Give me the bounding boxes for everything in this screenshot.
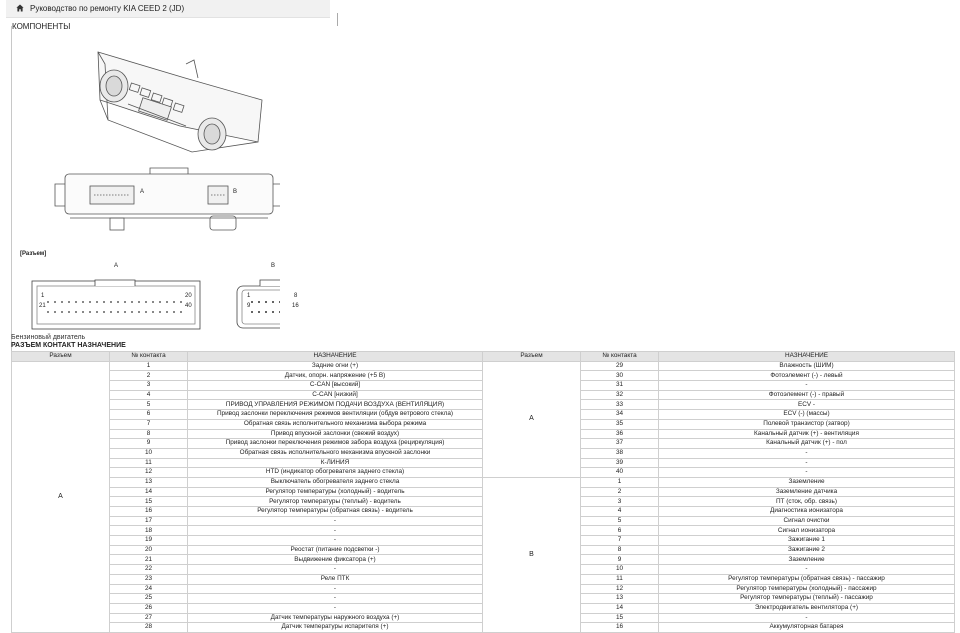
pin-purpose: Зажигание 2 xyxy=(659,545,955,555)
pin-number: 19 xyxy=(110,536,188,546)
pin-number: 3 xyxy=(110,381,188,391)
pin-purpose: Регулятор температуры (обратная связь) - пассажир xyxy=(659,574,955,584)
col-header-pin: № контакта xyxy=(581,352,659,362)
pin-purpose: - xyxy=(659,613,955,623)
pin-purpose: Регулятор температуры (холодный) - пассажир xyxy=(659,584,955,594)
col-header-pin: № контакта xyxy=(110,352,188,362)
pin-purpose: ECV (-) (массы) xyxy=(659,410,955,420)
pin-number: 7 xyxy=(581,536,659,546)
table-title: РАЗЪЕМ КОНТАКТ НАЗНАЧЕНИЕ xyxy=(11,342,126,349)
pin-number: 33 xyxy=(581,400,659,410)
pin-purpose: Зажигание 1 xyxy=(659,536,955,546)
pin-number: 26 xyxy=(110,603,188,613)
table-row xyxy=(12,361,955,371)
connector-b-pin-9: 9 xyxy=(247,303,251,309)
pin-number: 18 xyxy=(110,526,188,536)
pin-purpose: ПТ (сток, обр. связь) xyxy=(659,497,955,507)
col-header-purpose: НАЗНАЧЕНИЕ xyxy=(188,352,483,362)
pin-purpose: C-CAN [высокий] xyxy=(188,381,483,391)
pin-number: 17 xyxy=(110,516,188,526)
pin-number: 15 xyxy=(110,497,188,507)
pin-purpose: Диагностика ионизатора xyxy=(659,507,955,517)
pin-number: 16 xyxy=(110,507,188,517)
pin-number: 37 xyxy=(581,439,659,449)
pin-purpose: Привод заслонки переключения режимов забора воздуха (рециркуляция) xyxy=(188,439,483,449)
pin-purpose: Электродвигатель вентилятора (+) xyxy=(659,603,955,613)
pin-purpose: Задние огни (+) xyxy=(188,361,483,371)
pin-purpose: Датчик температуры испарителя (+) xyxy=(188,623,483,633)
pin-purpose: Датчик, опорн. напряжение (+5 В) xyxy=(188,371,483,381)
pin-number: 31 xyxy=(581,381,659,391)
section-title: КОМПОНЕНТЫ xyxy=(12,22,71,31)
pin-purpose: Выдвижение фиксатора (+) xyxy=(188,555,483,565)
connector-group-left: A xyxy=(12,361,110,632)
pin-purpose: - xyxy=(659,448,955,458)
pin-number: 7 xyxy=(110,419,188,429)
pin-number: 16 xyxy=(581,623,659,633)
header-bar xyxy=(6,0,330,18)
pin-purpose: Сигнал очистки xyxy=(659,516,955,526)
pin-purpose: Привод заслонки переключения режимов вентиляции (обдув ветрового стекла) xyxy=(188,410,483,420)
pin-number: 10 xyxy=(581,565,659,575)
engine-label: Бензиновый двигатель xyxy=(11,334,86,341)
pin-purpose: Фотоэлемент (-) - левый xyxy=(659,371,955,381)
pin-number: 32 xyxy=(581,390,659,400)
pin-purpose: - xyxy=(188,526,483,536)
pin-purpose: - xyxy=(659,468,955,478)
connector-a-pin-40: 40 xyxy=(185,303,192,309)
connector-a-pin-21: 21 xyxy=(39,303,46,309)
pin-purpose: ECV - xyxy=(659,400,955,410)
connector-group-right-a: A xyxy=(483,361,581,477)
pin-number: 13 xyxy=(581,594,659,604)
pin-number: 1 xyxy=(581,477,659,487)
pin-purpose: Выключатель обогревателя заднего стекла xyxy=(188,477,483,487)
pin-purpose: Канальный датчик (+) - пол xyxy=(659,439,955,449)
pin-number: 20 xyxy=(110,545,188,555)
pin-purpose: Фотоэлемент (-) - правый xyxy=(659,390,955,400)
table-body xyxy=(12,361,955,632)
rear-label-a: A xyxy=(140,189,145,195)
pin-number: 4 xyxy=(581,507,659,517)
connector-a-pin-20: 20 xyxy=(185,293,192,299)
pin-number: 2 xyxy=(110,371,188,381)
pin-purpose: Регулятор температуры (холодный) - водитель xyxy=(188,487,483,497)
figure-caption: [Разъем] xyxy=(20,251,47,257)
table-row xyxy=(12,477,955,487)
pin-purpose: Обратная связь исполнительного механизма впускной заслонки xyxy=(188,448,483,458)
pin-purpose: - xyxy=(188,584,483,594)
pin-number: 24 xyxy=(110,584,188,594)
pin-purpose: Привод впускной заслонки (свежий воздух) xyxy=(188,429,483,439)
pin-purpose: Аккумуляторная батарея xyxy=(659,623,955,633)
table-header-row xyxy=(12,352,955,362)
pin-number: 8 xyxy=(110,429,188,439)
pin-purpose: Регулятор температуры (теплый) - пассажир xyxy=(659,594,955,604)
pin-number: 5 xyxy=(110,400,188,410)
pin-number: 11 xyxy=(581,574,659,584)
pin-number: 29 xyxy=(581,361,659,371)
component-drawing xyxy=(10,34,280,334)
pin-number: 11 xyxy=(110,458,188,468)
connector-b-pin-1: 1 xyxy=(247,293,251,299)
col-header-connector: Разъем xyxy=(483,352,581,362)
pin-purpose: C-CAN [низкий] xyxy=(188,390,483,400)
divider xyxy=(337,13,338,26)
pin-table xyxy=(11,351,955,633)
pin-number: 23 xyxy=(110,574,188,584)
connector-b-pin-8: 8 xyxy=(294,293,298,299)
col-header-purpose: НАЗНАЧЕНИЕ xyxy=(659,352,955,362)
pin-number: 4 xyxy=(110,390,188,400)
pin-number: 13 xyxy=(110,477,188,487)
pin-number: 15 xyxy=(581,613,659,623)
pin-number: 6 xyxy=(581,526,659,536)
connector-group-right-b: B xyxy=(483,477,581,632)
pin-number: 22 xyxy=(110,565,188,575)
pin-purpose: Датчик температуры наружного воздуха (+) xyxy=(188,613,483,623)
manual-title[interactable]: Руководство по ремонту KIA CEED 2 (JD) xyxy=(30,4,185,13)
pin-purpose: Заземление xyxy=(659,555,955,565)
pin-purpose: - xyxy=(188,594,483,604)
pin-number: 5 xyxy=(581,516,659,526)
pin-number: 28 xyxy=(110,623,188,633)
pin-purpose: Влажность (ШИМ) xyxy=(659,361,955,371)
pin-number: 12 xyxy=(110,468,188,478)
pin-number: 25 xyxy=(110,594,188,604)
pin-number: 40 xyxy=(581,468,659,478)
pin-purpose: Полевой транзистор (затвор) xyxy=(659,419,955,429)
pin-number: 34 xyxy=(581,410,659,420)
pin-purpose: ПРИВОД УПРАВЛЕНИЯ РЕЖИМОМ ПОДАЧИ ВОЗДУХА (ВЕНТИЛЯЦИЯ) xyxy=(188,400,483,410)
pin-number: 12 xyxy=(581,584,659,594)
pin-number: 35 xyxy=(581,419,659,429)
pin-number: 36 xyxy=(581,429,659,439)
home-icon[interactable] xyxy=(16,4,24,12)
pin-number: 3 xyxy=(581,497,659,507)
pin-purpose: Реостат (питание подсветки -) xyxy=(188,545,483,555)
pin-purpose: К-ЛИНИЯ xyxy=(188,458,483,468)
pin-number: 1 xyxy=(110,361,188,371)
pin-purpose: Регулятор температуры (обратная связь) - водитель xyxy=(188,507,483,517)
pin-purpose: Канальный датчик (+) - вентиляция xyxy=(659,429,955,439)
pin-number: 6 xyxy=(110,410,188,420)
pin-number: 30 xyxy=(581,371,659,381)
rear-label-b: B xyxy=(233,189,238,195)
pin-purpose: HTD (индикатор обогревателя заднего стекла) xyxy=(188,468,483,478)
connector-b-label: B xyxy=(271,263,276,269)
pin-number: 9 xyxy=(110,439,188,449)
connector-b-pin-16: 16 xyxy=(292,303,299,309)
pin-purpose: - xyxy=(659,565,955,575)
pin-purpose: Реле ПТК xyxy=(188,574,483,584)
pin-purpose: - xyxy=(659,381,955,391)
pin-purpose: Сигнал ионизатора xyxy=(659,526,955,536)
pin-number: 2 xyxy=(581,487,659,497)
pin-number: 27 xyxy=(110,613,188,623)
pin-purpose: Регулятор температуры (теплый) - водитель xyxy=(188,497,483,507)
pin-purpose: - xyxy=(188,603,483,613)
pin-number: 14 xyxy=(581,603,659,613)
pin-purpose: - xyxy=(188,565,483,575)
pin-purpose: - xyxy=(188,516,483,526)
pin-number: 10 xyxy=(110,448,188,458)
pin-purpose: Обратная связь исполнительного механизма выбора режима xyxy=(188,419,483,429)
pin-number: 39 xyxy=(581,458,659,468)
pin-number: 14 xyxy=(110,487,188,497)
connector-a-pin-1: 1 xyxy=(41,293,45,299)
connector-a-label: A xyxy=(114,263,119,269)
pin-number: 21 xyxy=(110,555,188,565)
pin-number: 9 xyxy=(581,555,659,565)
pin-purpose: - xyxy=(188,536,483,546)
pin-purpose: Заземление xyxy=(659,477,955,487)
pin-purpose: - xyxy=(659,458,955,468)
col-header-connector: Разъем xyxy=(12,352,110,362)
pin-purpose: Заземление датчика xyxy=(659,487,955,497)
pin-number: 38 xyxy=(581,448,659,458)
pin-number: 8 xyxy=(581,545,659,555)
